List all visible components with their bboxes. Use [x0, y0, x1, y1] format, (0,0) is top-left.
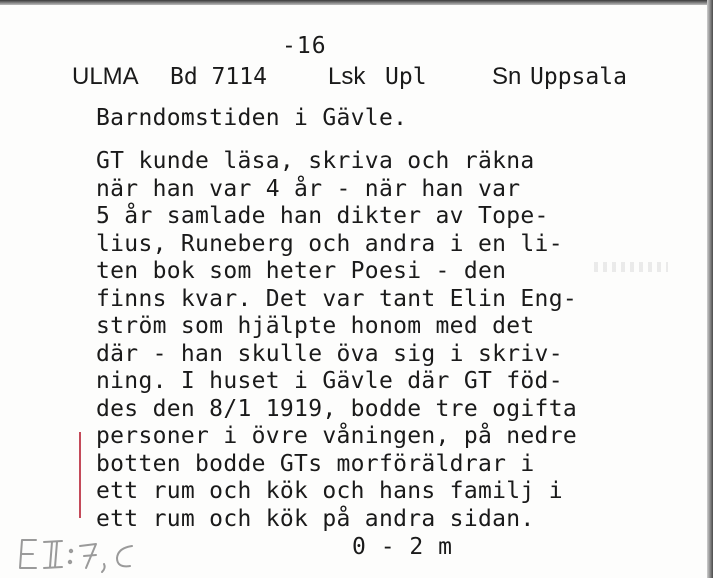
body-line: där - han skulle öva sig i skriv- — [96, 340, 563, 367]
body-line: GT kunde läsa, skriva och räkna — [96, 148, 535, 174]
landskap-label: Lsk — [328, 63, 366, 90]
socken-value: Uppsala — [530, 64, 627, 90]
card-header — [0, 63, 713, 95]
body-line: 5 år samlade han dikter av Tope- — [96, 203, 549, 229]
body-line: ström som hjälpte honom med det — [96, 313, 535, 339]
body-line: ett rum och kök på andra sidan. — [96, 505, 535, 532]
age-range: 0 - 2 m — [352, 534, 453, 560]
card-top-edge — [0, 0, 713, 5]
body-line: des den 8/1 1919, bodde tre ogifta — [96, 395, 578, 422]
margin-mark — [79, 432, 81, 518]
body-line: botten bodde GTs morföräldrar i — [96, 450, 535, 477]
body-line: lius, Runeberg och andra i en li- — [96, 230, 563, 257]
body-line: när han var 4 år - när han var — [96, 175, 521, 202]
faint-stamp — [594, 262, 668, 272]
card-title: Barndomstiden i Gävle. — [96, 105, 408, 131]
handwritten-code-mark — [14, 534, 164, 576]
body-line: personer i övre våningen, på nedre — [96, 423, 578, 449]
page-number: -16 — [282, 33, 327, 59]
handwritten-code — [14, 534, 164, 578]
body-line: ten bok som heter Poesi - den — [96, 258, 507, 284]
body-line: ning. I huset i Gävle där GT föd- — [96, 368, 563, 394]
archive-name: ULMA — [72, 63, 139, 90]
body-line: finns kvar. Det var tant Elin Eng- — [96, 285, 578, 312]
socken-label: Sn — [492, 63, 522, 90]
volume-number: Bd 7114 — [170, 64, 267, 90]
body-line: ett rum och kök och hans familj i — [96, 478, 563, 504]
card-body — [96, 148, 577, 533]
landskap-value: Upl — [385, 64, 427, 90]
